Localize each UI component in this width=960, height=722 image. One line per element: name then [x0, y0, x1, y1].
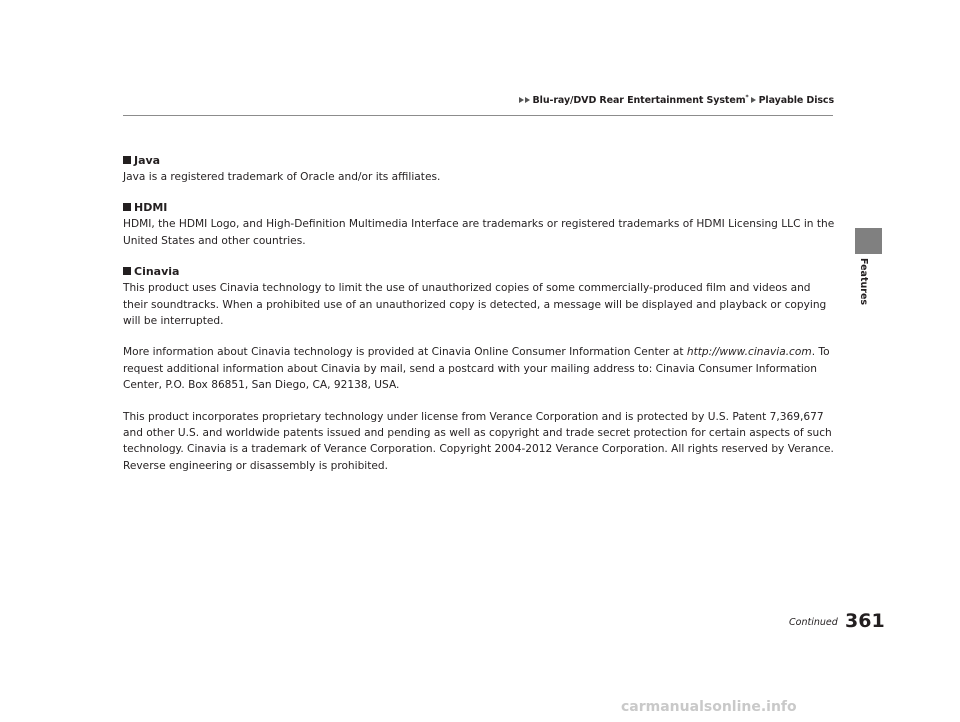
- optional-equipment-mark: *: [745, 94, 749, 101]
- section-paragraph-info: More information about Cinavia technology is provided at Cinavia Online Consumer Information Center at http://www.cinavia.com. To request additional information about Cinavia by mail, send a postcard with your mailing address to: Cinavia Consumer Information Center, P.O. Box 86851, San Diego, CA, 92138, USA.: [123, 346, 830, 392]
- section-java: [123, 153, 838, 185]
- chapter-tab: [855, 258, 882, 358]
- cinavia-link[interactable]: http://www.cinavia.com: [686, 346, 812, 359]
- section-heading: Java: [123, 153, 838, 169]
- breadcrumb-page: Playable Discs: [758, 95, 834, 106]
- breadcrumb: [519, 94, 834, 106]
- section-cinavia: [123, 264, 838, 474]
- header-rule: [123, 115, 833, 116]
- section-heading: HDMI: [123, 200, 838, 216]
- breadcrumb-section: Blu-ray/DVD Rear Entertainment System: [532, 95, 746, 106]
- watermark: carmanualsonline.info: [621, 699, 797, 715]
- section-paragraph: HDMI, the HDMI Logo, and High-Definition Multimedia Interface are trademarks or registered trademarks of HDMI Licensing LLC in the United States and other countries.: [123, 218, 835, 247]
- square-bullet-icon: [123, 156, 131, 164]
- chapter-tab-label: Features: [858, 258, 869, 306]
- square-bullet-icon: [123, 267, 131, 275]
- continued-label: Continued: [789, 617, 838, 628]
- square-bullet-icon: [123, 203, 131, 211]
- section-heading: Cinavia: [123, 264, 838, 280]
- section-paragraph: Java is a registered trademark of Oracle and/or its affiliates.: [123, 171, 441, 183]
- chapter-tab-marker: [855, 228, 882, 254]
- section-hdmi: [123, 200, 838, 249]
- section-paragraph: This product uses Cinavia technology to limit the use of unauthorized copies of some commercially-produced film and videos and their soundtracks. When a prohibited use of an unauthorized copy is detected, a message will be displayed and playback or copying will be interrupted.: [123, 282, 827, 328]
- breadcrumb-arrow-icon: [751, 95, 757, 106]
- page-content: [123, 153, 838, 489]
- breadcrumb-arrows-icon: [519, 95, 531, 106]
- page-number: 361: [845, 610, 885, 632]
- section-paragraph-closing: This product incorporates proprietary technology under license from Verance Corporation and is protected by U.S. Patent 7,369,677 and other U.S. and worldwide patents issued and pending as well as copyright and trade secret protection for certain aspects of such technology. Cinavia is a trademark of Verance Corporation. Copyright 2004-2012 Verance Corporation. All rights reserved by Verance. Reverse engineering or disassembly is prohibited.: [123, 410, 834, 472]
